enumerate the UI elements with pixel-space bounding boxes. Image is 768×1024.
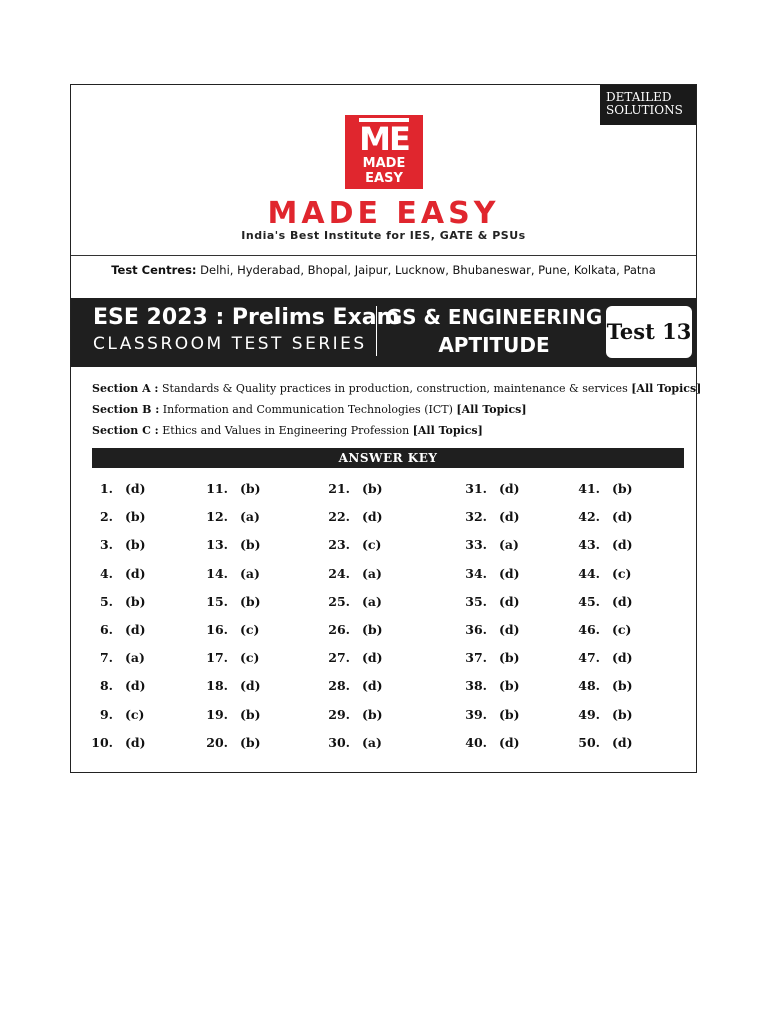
answer-option: (d)	[125, 734, 146, 750]
answer-option: (b)	[125, 509, 146, 525]
answer-option: (a)	[240, 509, 260, 525]
question-number: 35.	[465, 593, 487, 609]
answer-option: (d)	[362, 650, 383, 666]
answer-item	[87, 622, 187, 650]
banner-separator	[376, 306, 377, 356]
answer-option: (b)	[125, 593, 146, 609]
test-centres-label: Test Centres:	[111, 263, 197, 277]
answer-option: (c)	[612, 621, 632, 637]
question-number: 32.	[465, 509, 487, 525]
banner-exam-title	[93, 304, 400, 356]
answer-option: (d)	[499, 734, 520, 750]
answer-item	[324, 509, 424, 537]
answer-option: (b)	[499, 706, 520, 722]
answer-option: (b)	[240, 537, 261, 553]
question-number: 6.	[99, 621, 113, 637]
question-number: 33.	[465, 537, 487, 553]
question-number: 12.	[206, 509, 228, 525]
question-number: 13.	[206, 537, 228, 553]
subject-line-2: APTITUDE	[438, 333, 550, 357]
question-number: 19.	[206, 706, 228, 722]
brand-name: MADE EASY	[267, 196, 500, 231]
answer-item	[324, 735, 424, 763]
header-divider	[71, 255, 696, 256]
answer-item	[87, 707, 187, 735]
question-number: 49.	[578, 706, 600, 722]
answer-option: (b)	[240, 734, 261, 750]
document-page	[70, 84, 702, 773]
question-number: 50.	[578, 734, 600, 750]
answer-column	[87, 481, 187, 763]
answer-option: (c)	[240, 621, 260, 637]
question-number: 9.	[99, 706, 113, 722]
answer-item	[324, 537, 424, 565]
answer-option: (d)	[125, 481, 146, 496]
answer-item	[461, 650, 561, 678]
banner-subject	[383, 303, 605, 359]
answer-option: (a)	[362, 734, 382, 750]
answer-option: (d)	[125, 565, 146, 581]
answer-item	[87, 678, 187, 706]
answer-item	[324, 594, 424, 622]
answer-item	[461, 678, 561, 706]
brand-tagline: India's Best Institute for IES, GATE & PSUs	[241, 229, 526, 242]
subject-line-1: GS & ENGINEERING	[385, 305, 603, 329]
answer-option: (d)	[499, 565, 520, 581]
question-number: 31.	[465, 481, 487, 496]
answer-option: (b)	[499, 678, 520, 694]
answer-option: (c)	[125, 706, 145, 722]
question-number: 24.	[328, 565, 350, 581]
answer-item	[324, 481, 424, 509]
question-number: 1.	[99, 481, 113, 496]
answer-column	[202, 481, 302, 763]
answer-item	[574, 481, 674, 509]
answer-option: (b)	[612, 481, 633, 496]
answer-column	[324, 481, 424, 763]
answer-option: (d)	[499, 621, 520, 637]
made-easy-logo	[345, 115, 423, 189]
answer-item	[574, 509, 674, 537]
answer-item	[202, 594, 302, 622]
answer-option: (d)	[499, 509, 520, 525]
question-number: 28.	[328, 678, 350, 694]
logo-line-2: EASY	[365, 171, 403, 186]
answer-option: (d)	[362, 509, 383, 525]
answer-item	[324, 566, 424, 594]
answer-item	[202, 481, 302, 509]
answer-option: (b)	[499, 650, 520, 666]
answer-option: (d)	[125, 678, 146, 694]
answer-item	[461, 481, 561, 509]
question-number: 8.	[99, 678, 113, 694]
question-number: 25.	[328, 593, 350, 609]
question-number: 34.	[465, 565, 487, 581]
answer-item	[461, 537, 561, 565]
answer-key-title: ANSWER KEY	[92, 448, 684, 468]
question-number: 22.	[328, 509, 350, 525]
answer-item	[461, 566, 561, 594]
exam-title: ESE 2023 : Prelims Exam	[93, 305, 400, 330]
answer-option: (c)	[240, 650, 260, 666]
question-number: 44.	[578, 565, 600, 581]
question-number: 11.	[206, 481, 228, 496]
answer-item	[202, 650, 302, 678]
answer-option: (a)	[362, 593, 382, 609]
answer-option: (d)	[240, 678, 261, 694]
answer-item	[461, 735, 561, 763]
answer-item	[202, 537, 302, 565]
question-number: 21.	[328, 481, 350, 496]
answer-item	[574, 678, 674, 706]
answer-item	[461, 509, 561, 537]
answer-item	[324, 622, 424, 650]
question-number: 48.	[578, 678, 600, 694]
answer-option: (a)	[499, 537, 519, 553]
question-number: 46.	[578, 621, 600, 637]
answer-item	[87, 509, 187, 537]
answer-option: (d)	[612, 734, 633, 750]
section-a: Section A : Standards & Quality practices in production, construction, maintenance & services [All Topics]	[92, 382, 702, 395]
test-number: Test 13	[606, 306, 692, 358]
question-number: 42.	[578, 509, 600, 525]
question-number: 20.	[206, 734, 228, 750]
question-number: 2.	[99, 509, 113, 525]
question-number: 30.	[328, 734, 350, 750]
question-number: 39.	[465, 706, 487, 722]
answer-option: (d)	[612, 509, 633, 525]
answer-item	[574, 594, 674, 622]
question-number: 7.	[99, 650, 113, 666]
question-number: 5.	[99, 593, 113, 609]
answer-item	[202, 509, 302, 537]
answer-item	[324, 707, 424, 735]
exam-banner	[71, 298, 696, 367]
answer-option: (c)	[612, 565, 632, 581]
answer-option: (d)	[362, 678, 383, 694]
answer-item	[87, 537, 187, 565]
question-number: 38.	[465, 678, 487, 694]
detailed-solutions-badge	[600, 85, 696, 125]
answer-option: (d)	[612, 650, 633, 666]
answer-item	[461, 707, 561, 735]
answer-item	[324, 678, 424, 706]
test-centres-list: Delhi, Hyderabad, Bhopal, Jaipur, Lucknow, Bhubaneswar, Pune, Kolkata, Patna	[196, 263, 656, 277]
answer-option: (b)	[362, 621, 383, 637]
question-number: 3.	[99, 537, 113, 553]
question-number: 37.	[465, 650, 487, 666]
question-number: 16.	[206, 621, 228, 637]
question-number: 10.	[91, 734, 113, 750]
question-number: 27.	[328, 650, 350, 666]
answer-item	[87, 594, 187, 622]
question-number: 15.	[206, 593, 228, 609]
question-number: 47.	[578, 650, 600, 666]
logo-mark: ME	[359, 120, 409, 158]
question-number: 18.	[206, 678, 228, 694]
answer-item	[574, 566, 674, 594]
question-number: 14.	[206, 565, 228, 581]
answer-item	[574, 537, 674, 565]
answer-item	[202, 707, 302, 735]
logo-line-1: MADE	[362, 156, 406, 171]
question-number: 36.	[465, 621, 487, 637]
question-number: 17.	[206, 650, 228, 666]
answer-option: (b)	[240, 481, 261, 496]
answer-option: (b)	[125, 537, 146, 553]
question-number: 40.	[465, 734, 487, 750]
answer-option: (d)	[499, 593, 520, 609]
answer-option: (b)	[612, 706, 633, 722]
answer-item	[87, 735, 187, 763]
answer-option: (b)	[362, 706, 383, 722]
answer-option: (a)	[240, 565, 260, 581]
question-number: 43.	[578, 537, 600, 553]
answer-item	[87, 650, 187, 678]
answer-item	[202, 678, 302, 706]
answer-option: (a)	[362, 565, 382, 581]
answer-option: (b)	[240, 706, 261, 722]
answer-item	[461, 622, 561, 650]
answer-item	[574, 707, 674, 735]
answer-option: (d)	[612, 537, 633, 553]
answer-item	[87, 566, 187, 594]
question-number: 26.	[328, 621, 350, 637]
answer-item	[202, 566, 302, 594]
answer-option: (d)	[612, 593, 633, 609]
sections-list	[92, 378, 702, 441]
question-number: 41.	[578, 481, 600, 496]
answer-option: (a)	[125, 650, 145, 666]
answer-item	[202, 622, 302, 650]
section-b: Section B : Information and Communication Technologies (ICT) [All Topics]	[92, 403, 527, 416]
answer-item	[202, 735, 302, 763]
answer-option: (d)	[125, 621, 146, 637]
section-c: Section C : Ethics and Values in Engineering Profession [All Topics]	[92, 424, 483, 437]
answer-option: (d)	[499, 481, 520, 496]
answer-option: (b)	[612, 678, 633, 694]
series-title: CLASSROOM TEST SERIES	[93, 334, 367, 354]
answer-column	[461, 481, 561, 763]
answer-item	[324, 650, 424, 678]
answer-item	[574, 650, 674, 678]
question-number: 29.	[328, 706, 350, 722]
answer-item	[461, 594, 561, 622]
badge-line-1: DETAILED	[606, 90, 672, 104]
answer-column	[574, 481, 674, 763]
badge-line-2: SOLUTIONS	[606, 103, 683, 117]
answer-item	[87, 481, 187, 509]
question-number: 4.	[99, 565, 113, 581]
answer-item	[574, 622, 674, 650]
answer-option: (c)	[362, 537, 382, 553]
answer-option: (b)	[362, 481, 383, 496]
question-number: 45.	[578, 593, 600, 609]
answer-item	[574, 735, 674, 763]
answer-option: (b)	[240, 593, 261, 609]
test-centres	[71, 263, 696, 277]
question-number: 23.	[328, 537, 350, 553]
